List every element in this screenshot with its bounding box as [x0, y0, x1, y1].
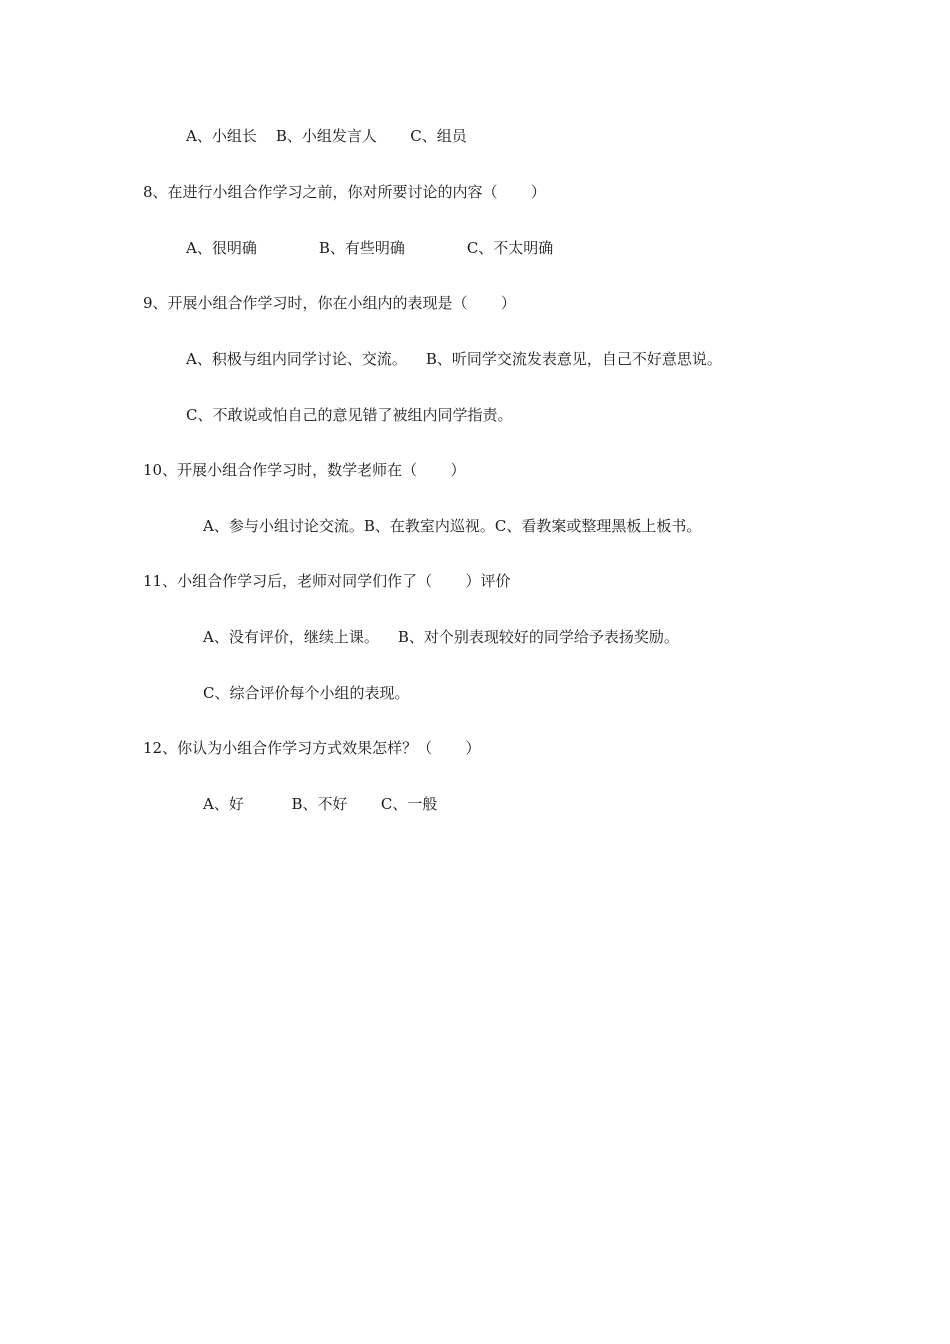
q12-options: A、好 B、不好 C、一般 [203, 795, 438, 813]
question-11: 11、小组合作学习后，老师对同学们作了（ ）评价 [143, 572, 511, 590]
q7-options: A、小组长 B、小组发言人 C、组员 [186, 127, 467, 145]
question-10: 10、开展小组合作学习时，数学老师在（ ） [143, 461, 466, 479]
q11-options-ab: A、没有评价，继续上课。 B、对个别表现较好的同学给予表扬奖励。 [203, 628, 679, 646]
q8-options: A、很明确 B、有些明确 C、不太明确 [186, 239, 554, 257]
question-8: 8、在进行小组合作学习之前，你对所要讨论的内容（ ） [143, 183, 546, 201]
q9-option-c: C、不敢说或怕自己的意见错了被组内同学指责。 [186, 406, 513, 424]
question-9: 9、开展小组合作学习时，你在小组内的表现是（ ） [143, 294, 516, 312]
question-12: 12、你认为小组合作学习方式效果怎样？（ ） [143, 739, 481, 757]
q9-options-ab: A、积极与组内同学讨论、交流。 B、听同学交流发表意见，自己不好意思说。 [186, 350, 722, 368]
q10-options: A、参与小组讨论交流。B、在教室内巡视。C、看教案或整理黑板上板书。 [203, 517, 702, 535]
q11-option-c: C、综合评价每个小组的表现。 [203, 684, 410, 702]
